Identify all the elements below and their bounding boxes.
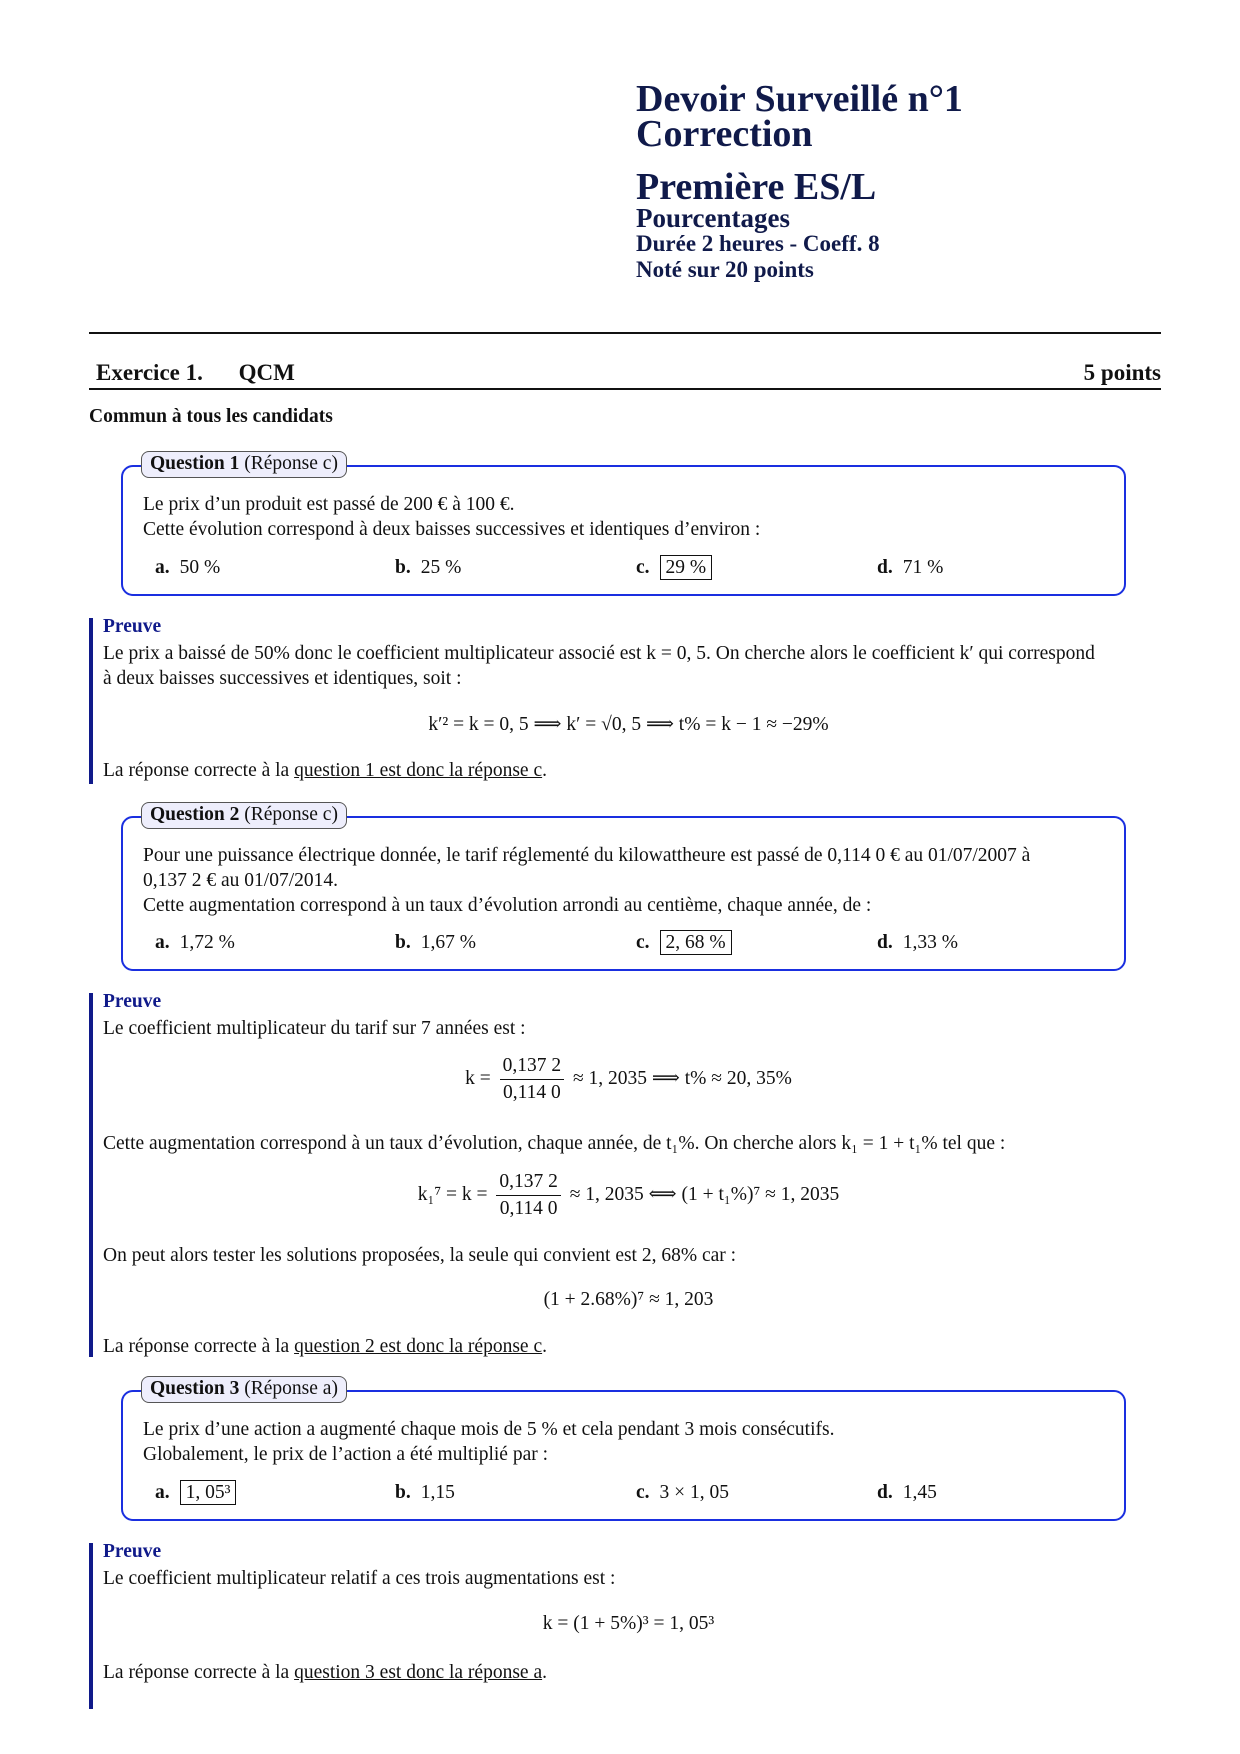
exercise-label: Exercice 1. bbox=[96, 360, 203, 385]
doc-duration: Durée 2 heures - Coeff. 8 bbox=[636, 231, 880, 256]
question-2-box bbox=[121, 804, 1126, 971]
question-1-text-2: Cette évolution correspond à deux baisses successives et identiques d’environ : bbox=[143, 519, 761, 540]
question-2-tag bbox=[141, 802, 347, 829]
proof-2-equation-3: (1 + 2.68%)⁷ ≈ 1, 203 bbox=[543, 1289, 714, 1310]
question-2-label: Question 2 bbox=[150, 804, 240, 825]
question-2-option-b: b. 1,67 % bbox=[395, 932, 476, 953]
question-3-correct-option: 1, 05³ bbox=[180, 1480, 237, 1505]
proof-2 bbox=[89, 993, 1164, 1357]
proof-2-text-3: On peut alors tester les solutions proposées, la seule qui convient est 2, 68% car : bbox=[103, 1245, 737, 1266]
doc-class: Première ES/L bbox=[636, 166, 877, 208]
question-3-tag bbox=[141, 1376, 347, 1403]
exercise-title: QCM bbox=[238, 360, 295, 385]
question-2-option-a: a. 1,72 % bbox=[155, 932, 235, 953]
question-2-option-c: c. 2, 68 % bbox=[636, 932, 732, 954]
exercise-audience: Commun à tous les candidats bbox=[89, 406, 333, 427]
proof-1-text-1: Le prix a baissé de 50% donc le coefficient multiplicateur associé est k = 0, 5. On cherche alors le coefficient k′ qui correspond bbox=[103, 643, 1095, 664]
doc-topic: Pourcentages bbox=[636, 203, 790, 233]
proof-3-text-1: Le coefficient multiplicateur relatif a ces trois augmentations est : bbox=[103, 1568, 616, 1589]
doc-subtitle: Correction bbox=[636, 113, 813, 155]
proof-2-equation-1: k = $\frac{0,137 2}{0,114 0}$ ≈ 1, 2035 ⟹ t% ≈ 20, 35% bbox=[465, 1055, 792, 1103]
question-3-option-b: b. 1,15 bbox=[395, 1482, 455, 1503]
question-1-option-a: a. 50 % bbox=[155, 557, 221, 578]
question-2-option-d: d. 1,33 % bbox=[877, 932, 958, 953]
question-1-option-b: b. 25 % bbox=[395, 557, 462, 578]
proof-1 bbox=[89, 618, 1164, 784]
proof-1-equation: k′² = k = 0, 5 ⟹ k′ = √0, 5 ⟹ t% = k − 1 ≈ −29% bbox=[428, 714, 829, 735]
question-3-option-d: d. 1,45 bbox=[877, 1482, 937, 1503]
doc-grading: Noté sur 20 points bbox=[636, 257, 814, 282]
question-3-option-a: a. 1, 05³ bbox=[155, 1482, 236, 1504]
question-2-text-1: Pour une puissance électrique donnée, le tarif réglementé du kilowattheure est passé de 0,114 0 € au 01/07/2007 à bbox=[143, 845, 1031, 866]
question-3-text-2: Globalement, le prix de l’action a été multiplié par : bbox=[143, 1444, 549, 1465]
proof-2-conclusion: La réponse correcte à la question 2 est donc la réponse c. bbox=[103, 1336, 547, 1357]
exercise-heading bbox=[89, 356, 1161, 390]
title-block bbox=[636, 78, 963, 283]
question-1-label: Question 1 bbox=[150, 453, 240, 474]
exercise-points: 5 points bbox=[1083, 360, 1161, 385]
question-3-option-c: c. 3 × 1, 05 bbox=[636, 1482, 730, 1503]
question-2-text-2: 0,137 2 € au 01/07/2014. bbox=[143, 870, 338, 891]
question-3-text-1: Le prix d’une action a augmenté chaque mois de 5 % et cela pendant 3 mois consécutifs. bbox=[143, 1419, 835, 1440]
question-2-answer: (Réponse c) bbox=[244, 804, 338, 825]
proof-2-text-2: Cette augmentation correspond à un taux d’évolution, chaque année, de t₁%. On cherche alors k₁ = 1 + t₁% tel que : bbox=[103, 1133, 1006, 1154]
proof-2-equation-2: k₁⁷ = k = $\frac{0,137 2}{0,114 0}$ ≈ 1, 2035 ⟺ (1 + t₁%)⁷ ≈ 1, 2035 bbox=[417, 1171, 840, 1219]
proof-2-text-1: Le coefficient multiplicateur du tarif sur 7 années est : bbox=[103, 1018, 526, 1039]
proof-1-text-2: à deux baisses successives et identiques, soit : bbox=[103, 668, 462, 689]
question-1-answer: (Réponse c) bbox=[244, 453, 338, 474]
header-rule bbox=[89, 332, 1161, 334]
question-3-box bbox=[121, 1378, 1126, 1521]
proof-3-conclusion: La réponse correcte à la question 3 est donc la réponse a. bbox=[103, 1662, 547, 1683]
question-3-answer: (Réponse a) bbox=[244, 1378, 338, 1399]
question-1-tag bbox=[141, 451, 347, 478]
question-1-box bbox=[121, 453, 1126, 596]
question-3-label: Question 3 bbox=[150, 1378, 240, 1399]
question-2-correct-option: 2, 68 % bbox=[660, 930, 732, 955]
proof-3 bbox=[89, 1543, 1164, 1709]
proof-3-equation: k = (1 + 5%)³ = 1, 05³ bbox=[542, 1613, 715, 1634]
question-1-correct-option: 29 % bbox=[660, 555, 713, 580]
question-1-text-1: Le prix d’un produit est passé de 200 € à 100 €. bbox=[143, 494, 515, 515]
proof-1-conclusion: La réponse correcte à la question 1 est donc la réponse c. bbox=[103, 760, 547, 781]
question-1-option-c: c. 29 % bbox=[636, 557, 712, 579]
doc-title: Devoir Surveillé n°1 bbox=[636, 78, 963, 120]
proof-1-title: Preuve bbox=[103, 616, 162, 637]
proof-2-title: Preuve bbox=[103, 991, 162, 1012]
question-2-text-3: Cette augmentation correspond à un taux d’évolution arrondi au centième, chaque année, de : bbox=[143, 895, 872, 916]
question-1-option-d: d. 71 % bbox=[877, 557, 944, 578]
proof-3-title: Preuve bbox=[103, 1541, 162, 1562]
